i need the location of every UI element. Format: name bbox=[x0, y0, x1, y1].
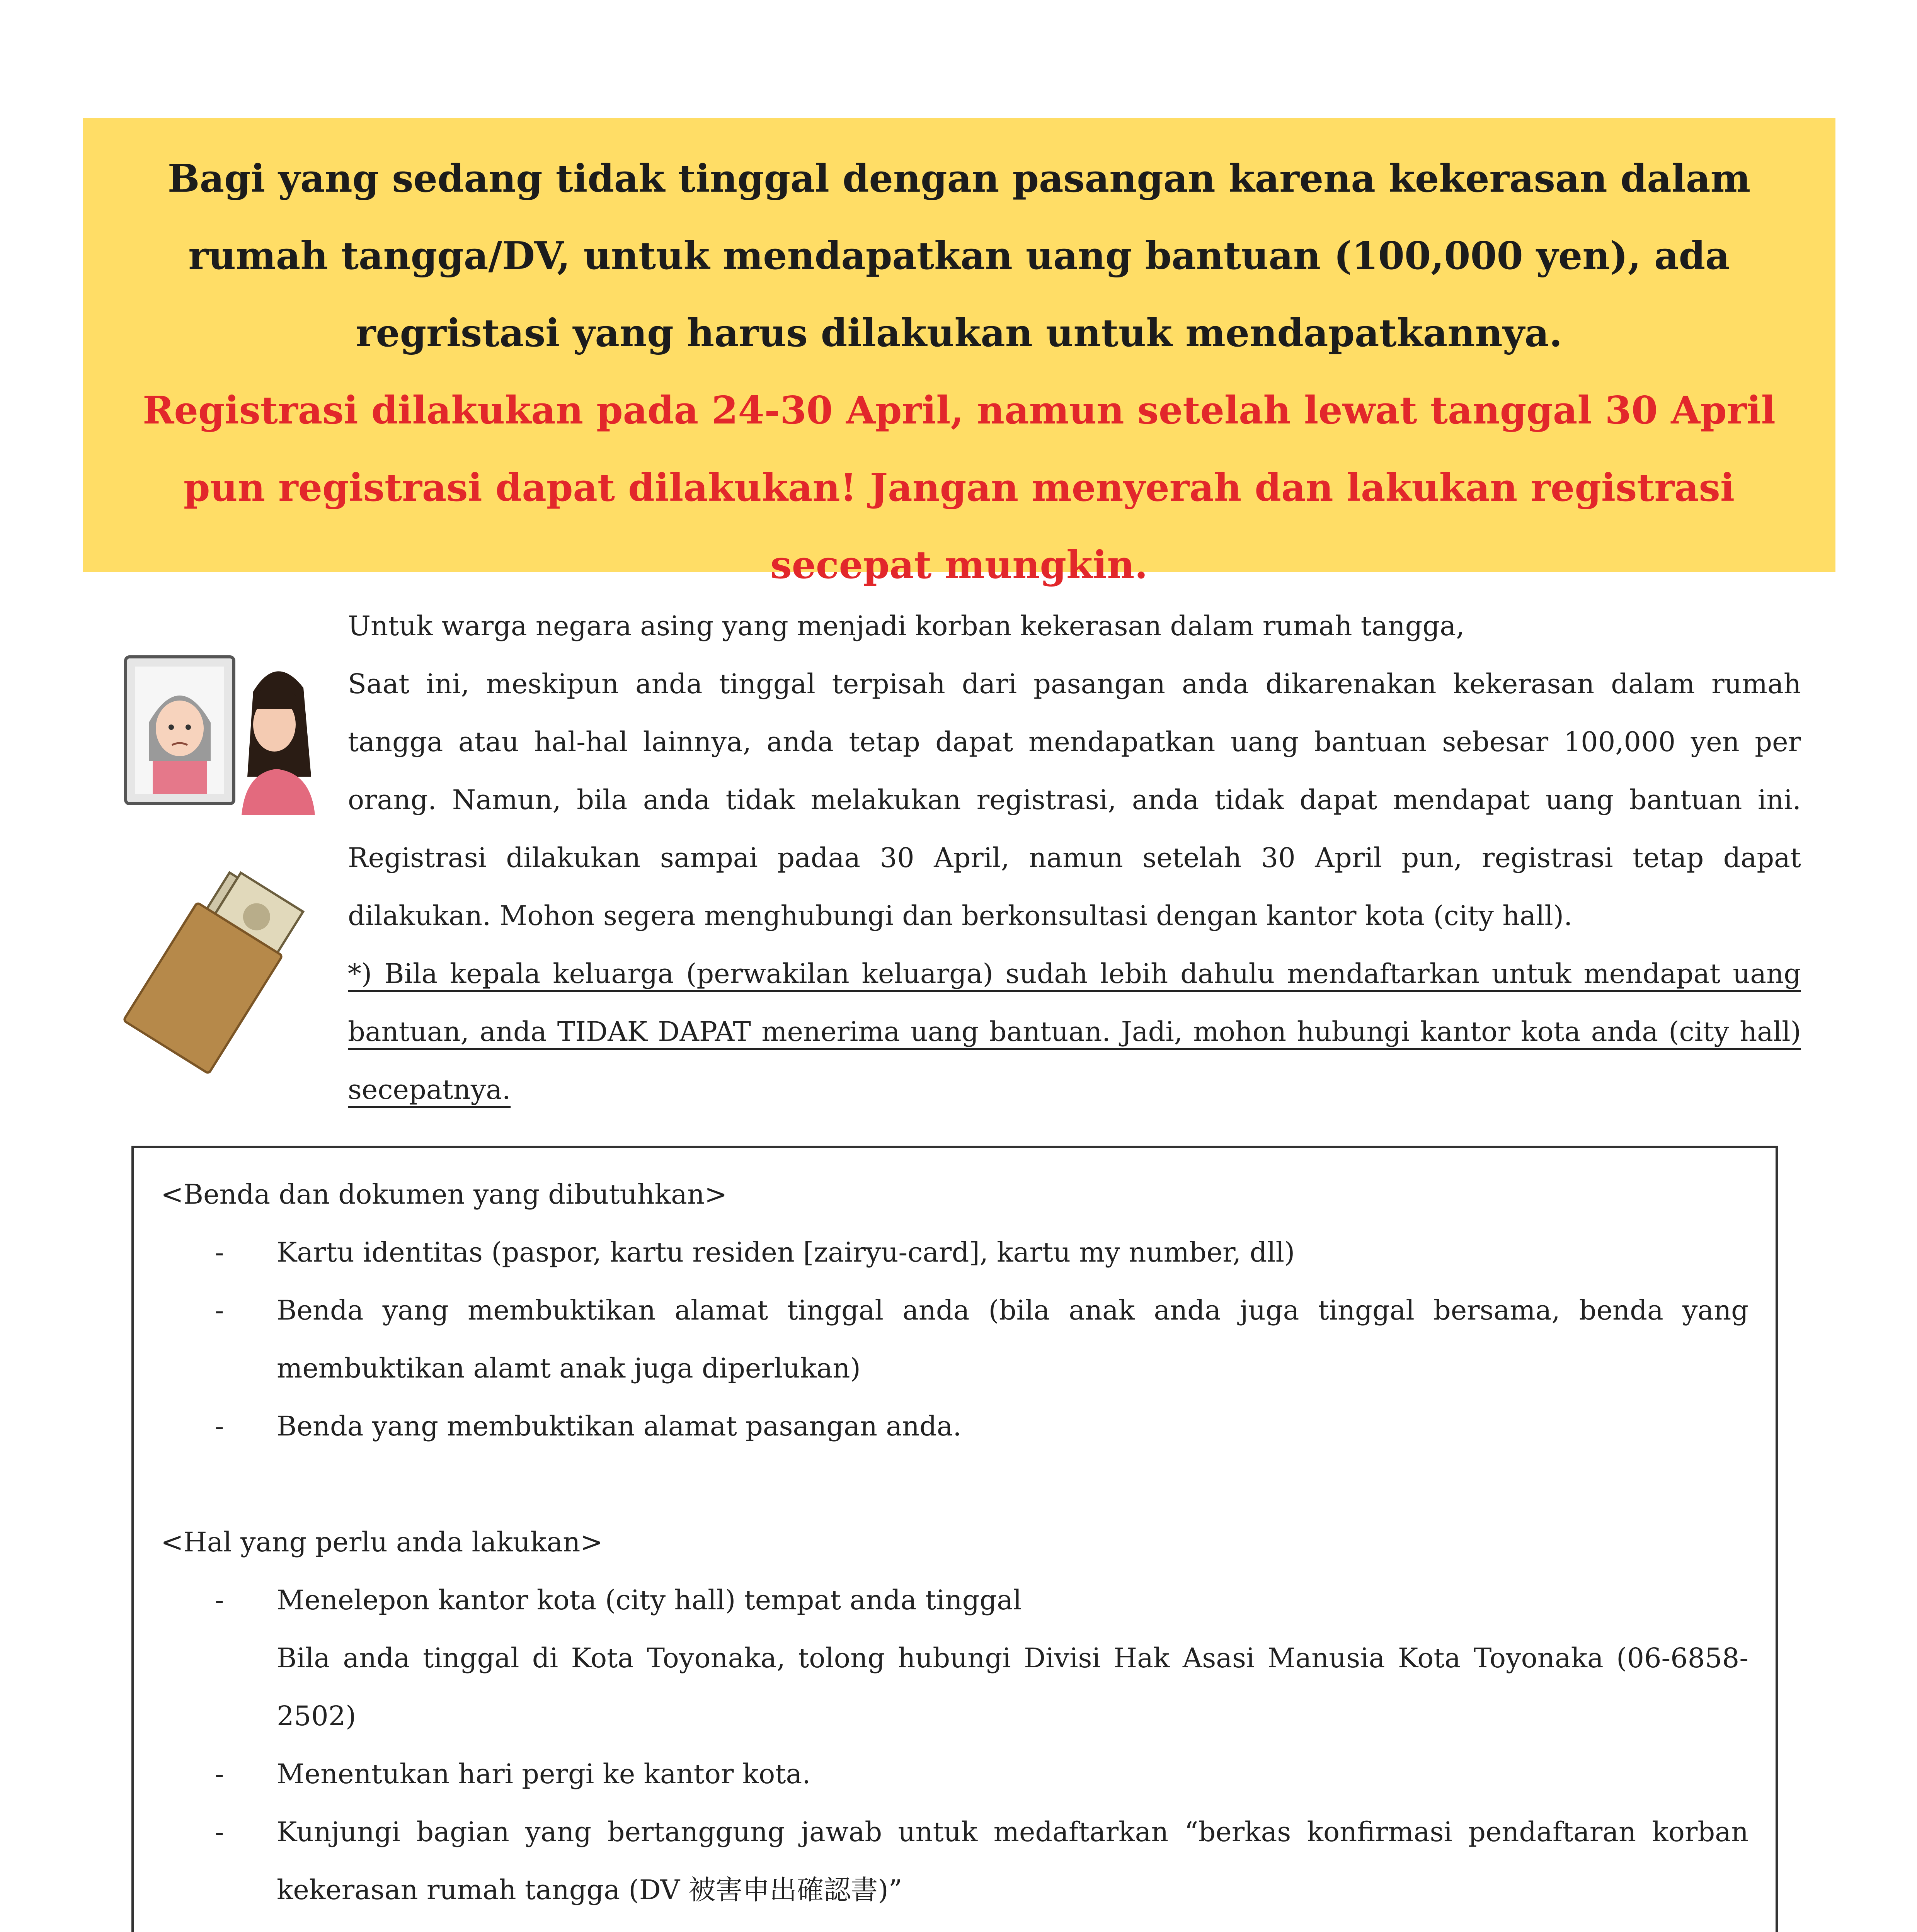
list-item bbox=[161, 1571, 1748, 1745]
headline-banner bbox=[83, 118, 1835, 587]
list-dash: - bbox=[215, 1410, 224, 1442]
intro-section bbox=[348, 597, 1801, 1119]
money-envelope-illustration bbox=[116, 866, 317, 1082]
list-item bbox=[161, 1281, 1748, 1397]
steps-list bbox=[161, 1571, 1748, 1932]
toyonaka-contact: Bila anda tinggal di Kota Toyonaka, tolong hubungi Divisi Hak Asasi Manusia Kota Toyonaka (06-6858-2502) bbox=[277, 1642, 1748, 1732]
list-dash: - bbox=[215, 1816, 224, 1848]
list-item-text: Menentukan hari pergi ke kantor kota. bbox=[277, 1758, 811, 1790]
list-item bbox=[161, 1397, 1748, 1455]
headline-text: Bagi yang sedang tidak tinggal dengan pasangan karena kekerasan dalam rumah tangga/DV, untuk mendapatkan uang bantuan (100,000 yen), ada regristasi yang harus dilakukan untuk mendapatkannya. bbox=[167, 156, 1751, 355]
list-item bbox=[161, 1803, 1748, 1919]
intro-note bbox=[348, 945, 1801, 1119]
list-dash: - bbox=[215, 1584, 224, 1616]
intro-greeting: Untuk warga negara asing yang menjadi korban kekerasan dalam rumah tangga, bbox=[348, 610, 1465, 642]
video-call-illustration bbox=[118, 645, 327, 815]
intro-note-text: *) Bila kepala keluarga (perwakilan keluarga) sudah lebih dahulu mendaftarkan untuk mendapat uang bantuan, anda TIDAK DAPAT menerima uang bantuan. Jadi, mohon hubungi kantor kota anda (city hall) secepatnya. bbox=[348, 958, 1801, 1105]
list-item bbox=[161, 1223, 1748, 1281]
documents-list bbox=[161, 1223, 1748, 1455]
list-dash: - bbox=[215, 1294, 224, 1326]
intro-body: Saat ini, meskipun anda tinggal terpisah dari pasangan anda dikarenakan kekerasan dalam rumah tangga atau hal-hal lainnya, anda tetap dapat mendapatkan uang bantuan sebesar 100,000 yen per orang. Namun, bila anda tidak melakukan registrasi, anda tidak dapat mendapat uang bantuan ini. Registrasi dilakukan sampai padaa 30 April, namun setelah 30 April pun, registrasi tetap dapat dilakukan. Mohon segera menghubungi dan berkonsultasi dengan kantor kota (city hall). bbox=[348, 668, 1801, 932]
list-item bbox=[161, 1919, 1748, 1932]
list-item-text: Benda yang membuktikan alamat pasangan anda. bbox=[277, 1410, 962, 1442]
requirements-box bbox=[131, 1146, 1778, 1932]
list-dash bbox=[215, 1919, 224, 1932]
list-item-text: Benda yang membuktikan alamat tinggal anda (bila anak anda juga tinggal bersama, benda yang membuktikan alamt anak juga diperlukan) bbox=[277, 1294, 1748, 1384]
steps-heading: <Hal yang perlu anda lakukan> bbox=[161, 1526, 603, 1558]
list-dash: - bbox=[215, 1236, 224, 1268]
deadline-notice: Registrasi dilakukan pada 24-30 April, namun setelah lewat tanggal 30 April pun registrasi dapat dilakukan! Jangan menyerah dan lakukan registrasi secepat mungkin. bbox=[143, 388, 1776, 587]
list-item bbox=[161, 1745, 1748, 1803]
list-dash: - bbox=[215, 1758, 224, 1790]
list-item-text: Kartu identitas (paspor, kartu residen [zairyu-card], kartu my number, dll) bbox=[277, 1236, 1295, 1268]
list-item-text: Kunjungi bagian yang bertanggung jawab untuk medaftarkan “berkas konfirmasi pendaftaran korban kekerasan rumah tangga (DV 被害申出確認書)” bbox=[277, 1816, 1748, 1906]
list-item-text: Menelepon kantor kota (city hall) tempat anda tinggal bbox=[277, 1584, 1022, 1616]
documents-heading: <Benda dan dokumen yang dibutuhkan> bbox=[161, 1179, 727, 1210]
